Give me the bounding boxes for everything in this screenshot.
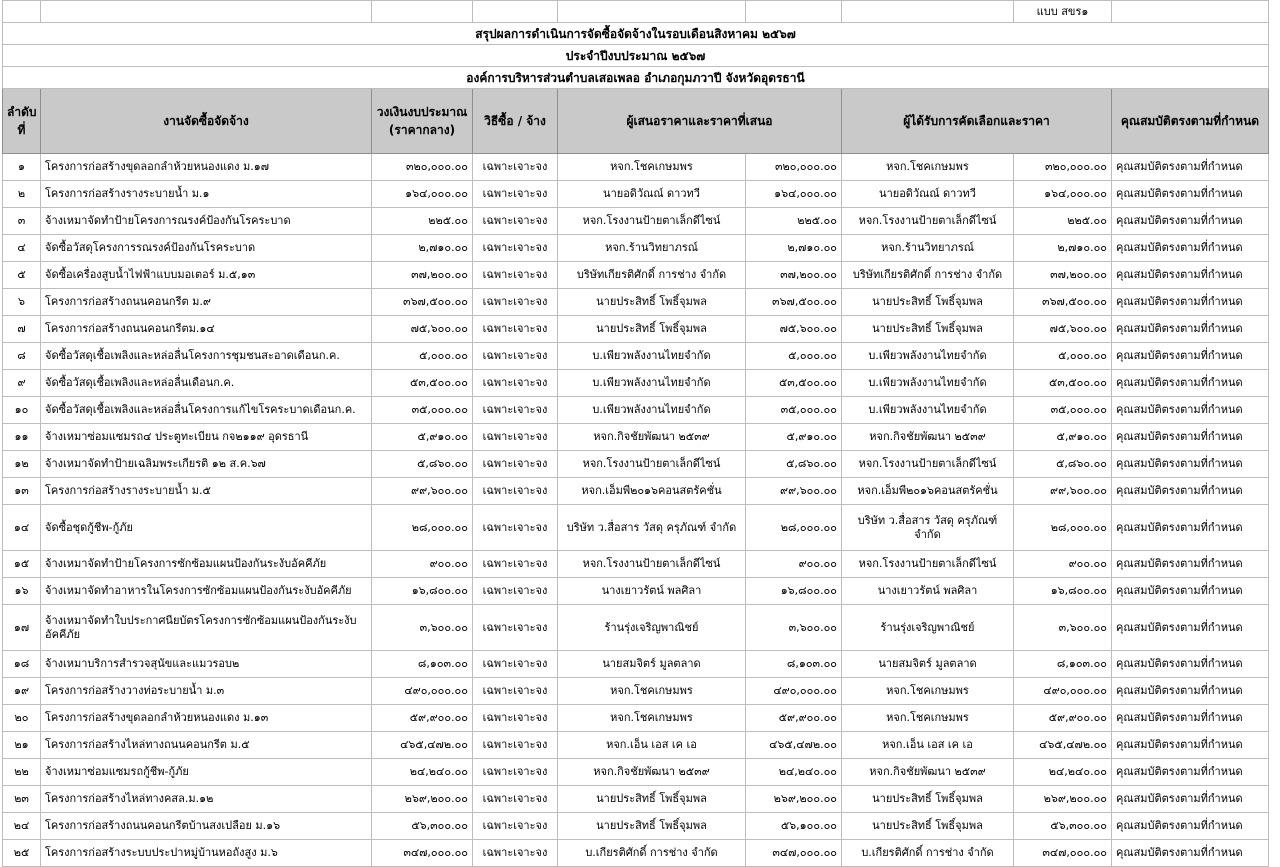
row-budget: ๕,๘๖๐.๐๐ xyxy=(372,451,473,478)
row-method: เฉพาะเจาะจง xyxy=(473,705,558,732)
row-no: ๒ xyxy=(3,181,41,208)
row-bid-price: ๘,๑๐๓.๐๐ xyxy=(746,651,842,678)
row-bid-price: ๔๖๕,๔๗๒.๐๐ xyxy=(746,732,842,759)
row-bid-price: ๑๖,๘๐๐.๐๐ xyxy=(746,578,842,605)
row-bidder: หจก.เอ็น เอส เค เอ xyxy=(558,732,746,759)
row-winner: บ.เพียวพลังงานไทยจำกัด xyxy=(842,397,1014,424)
row-method: เฉพาะเจาะจง xyxy=(473,235,558,262)
row-reason: คุณสมบัติตรงตามที่กำหนด xyxy=(1112,262,1269,289)
table-row xyxy=(3,370,1269,397)
row-bid-price: ๙๐๐.๐๐ xyxy=(746,551,842,578)
row-budget: ๒๒๕.๐๐ xyxy=(372,208,473,235)
row-winner: บ.เพียวพลังงานไทยจำกัด xyxy=(842,343,1014,370)
row-bidder: นายประสิทธิ์ โพธิ์จุมพล xyxy=(558,813,746,840)
row-bid-price: ๓๖๗,๕๐๐.๐๐ xyxy=(746,289,842,316)
row-bidder: นายประสิทธิ์ โพธิ์จุมพล xyxy=(558,786,746,813)
row-bid-price: ๓๔๗,๐๐๐.๐๐ xyxy=(746,840,842,867)
row-budget: ๔๙๐,๐๐๐.๐๐ xyxy=(372,678,473,705)
row-method: เฉพาะเจาะจง xyxy=(473,451,558,478)
row-winner: หจก.โรงงานป้ายตาเล็กดีไซน์ xyxy=(842,208,1014,235)
row-bid-price: ๒๖๙,๒๐๐.๐๐ xyxy=(746,786,842,813)
row-bidder: หจก.เอ็มพี๒๐๑๖คอนสตรัคชั่น xyxy=(558,478,746,505)
row-winner: หจก.โชคเกษมพร xyxy=(842,678,1014,705)
table-row xyxy=(3,813,1269,840)
row-method: เฉพาะเจาะจง xyxy=(473,651,558,678)
row-no: ๑ xyxy=(3,154,41,181)
row-winner: นางเยาวรัตน์ พลศิลา xyxy=(842,578,1014,605)
row-item: โครงการก่อสร้างขุดลอกลำห้วยหนองแดง ม.๑๗ xyxy=(41,154,372,181)
row-no: ๑๔ xyxy=(3,505,41,551)
row-reason: คุณสมบัติตรงตามที่กำหนด xyxy=(1112,786,1269,813)
row-no: ๑๗ xyxy=(3,605,41,651)
row-bid-price: ๕๖,๑๐๐.๐๐ xyxy=(746,813,842,840)
row-budget: ๘,๑๐๓.๐๐ xyxy=(372,651,473,678)
row-bidder: นายสมจิตร์ มูลตลาด xyxy=(558,651,746,678)
row-winner: นายประสิทธิ์ โพธิ์จุมพล xyxy=(842,316,1014,343)
row-no: ๒๑ xyxy=(3,732,41,759)
row-win-price: ๒๔,๒๔๐.๐๐ xyxy=(1014,759,1112,786)
row-winner: นายประสิทธิ์ โพธิ์จุมพล xyxy=(842,813,1014,840)
row-no: ๒๐ xyxy=(3,705,41,732)
row-winner: นายอดิวัณณ์ ดาวทวี xyxy=(842,181,1014,208)
row-item: จ้างเหมาบริการสำรวจสุนัขและแมวรอบ๒ xyxy=(41,651,372,678)
row-no: ๑๑ xyxy=(3,424,41,451)
row-reason: คุณสมบัติตรงตามที่กำหนด xyxy=(1112,370,1269,397)
row-method: เฉพาะเจาะจง xyxy=(473,208,558,235)
row-item: จ้างเหมาจัดทำป้ายโครงการณรงค์ป้องกันโรคระบาด xyxy=(41,208,372,235)
row-winner: หจก.โชคเกษมพร xyxy=(842,705,1014,732)
title-row-2 xyxy=(3,45,1269,67)
row-no: ๔ xyxy=(3,235,41,262)
row-reason: คุณสมบัติตรงตามที่กำหนด xyxy=(1112,705,1269,732)
row-win-price: ๒๘,๐๐๐.๐๐ xyxy=(1014,505,1112,551)
row-winner: หจก.เอ็น เอส เค เอ xyxy=(842,732,1014,759)
row-reason: คุณสมบัติตรงตามที่กำหนด xyxy=(1112,451,1269,478)
table-row xyxy=(3,705,1269,732)
row-reason: คุณสมบัติตรงตามที่กำหนด xyxy=(1112,289,1269,316)
row-item: โครงการก่อสร้างถนนคอนกรีตม.๑๔ xyxy=(41,316,372,343)
table-row xyxy=(3,786,1269,813)
header-method: วิธีซื้อ / จ้าง xyxy=(473,89,558,154)
row-bid-price: ๔๙๐,๐๐๐.๐๐ xyxy=(746,678,842,705)
row-bid-price: ๑๖๔,๐๐๐.๐๐ xyxy=(746,181,842,208)
row-no: ๕ xyxy=(3,262,41,289)
table-row xyxy=(3,424,1269,451)
row-winner: ร้านรุ่งเจริญพาณิชย์ xyxy=(842,605,1014,651)
row-no: ๗ xyxy=(3,316,41,343)
table-row xyxy=(3,235,1269,262)
row-no: ๒๓ xyxy=(3,786,41,813)
row-winner: นายประสิทธิ์ โพธิ์จุมพล xyxy=(842,289,1014,316)
row-bidder: ร้านรุ่งเจริญพาณิชย์ xyxy=(558,605,746,651)
row-item: โครงการก่อสร้างไหล่ทางถนนคอนกรีต ม.๕ xyxy=(41,732,372,759)
row-item: จ้างเหมาจัดทำอาหารในโครงการซักซ้อมแผนป้องกันระงับอัคคีภัย xyxy=(41,578,372,605)
row-bid-price: ๒๔,๒๔๐.๐๐ xyxy=(746,759,842,786)
row-method: เฉพาะเจาะจง xyxy=(473,786,558,813)
row-item: จ้างเหมาซ่อมแซมรถกู้ชีพ-กู้ภัย xyxy=(41,759,372,786)
row-win-price: ๒๒๕.๐๐ xyxy=(1014,208,1112,235)
row-item: โครงการก่อสร้างรางระบายน้ำ ม.๕ xyxy=(41,478,372,505)
row-bidder: หจก.ร้านวิทยาภรณ์ xyxy=(558,235,746,262)
row-budget: ๕๙,๙๐๐.๐๐ xyxy=(372,705,473,732)
row-budget: ๕๓,๕๐๐.๐๐ xyxy=(372,370,473,397)
row-win-price: ๙๐๐.๐๐ xyxy=(1014,551,1112,578)
header-no: ลำดับที่ xyxy=(3,89,41,154)
header-budget: วงเงินงบประมาณ (ราคากลาง) xyxy=(372,89,473,154)
row-budget: ๒,๗๑๐.๐๐ xyxy=(372,235,473,262)
row-bidder: บ.เพียวพลังงานไทยจำกัด xyxy=(558,370,746,397)
row-item: จ้างเหมาจัดทำใบประกาศนียบัตรโครงการซักซ้อมแผนป้องกันระงับอัคคีภัย xyxy=(41,605,372,651)
row-item: จัดซื้อวัสดุโครงการรณรงค์ป้องกันโรคระบาด xyxy=(41,235,372,262)
row-win-price: ๕๙,๙๐๐.๐๐ xyxy=(1014,705,1112,732)
row-winner: นายประสิทธิ์ โพธิ์จุมพล xyxy=(842,786,1014,813)
row-budget: ๗๕,๖๐๐.๐๐ xyxy=(372,316,473,343)
row-budget: ๕,๐๐๐.๐๐ xyxy=(372,343,473,370)
header-winner: ผู้ได้รับการคัดเลือกและราคา xyxy=(842,89,1112,154)
row-reason: คุณสมบัติตรงตามที่กำหนด xyxy=(1112,208,1269,235)
row-budget: ๓๔๗,๐๐๐.๐๐ xyxy=(372,840,473,867)
row-no: ๒๒ xyxy=(3,759,41,786)
row-item: โครงการก่อสร้างระบบประปาหมู่บ้านหอถังสูง ม.๖ xyxy=(41,840,372,867)
row-method: เฉพาะเจาะจง xyxy=(473,505,558,551)
table-row xyxy=(3,478,1269,505)
table-row xyxy=(3,451,1269,478)
row-win-price: ๒๖๙,๒๐๐.๐๐ xyxy=(1014,786,1112,813)
row-bid-price: ๓๗,๒๐๐.๐๐ xyxy=(746,262,842,289)
row-no: ๑๕ xyxy=(3,551,41,578)
table-row xyxy=(3,505,1269,551)
row-no: ๓ xyxy=(3,208,41,235)
row-reason: คุณสมบัติตรงตามที่กำหนด xyxy=(1112,678,1269,705)
row-reason: คุณสมบัติตรงตามที่กำหนด xyxy=(1112,505,1269,551)
row-bidder: หจก.โชคเกษมพร xyxy=(558,154,746,181)
row-reason: คุณสมบัติตรงตามที่กำหนด xyxy=(1112,316,1269,343)
row-win-price: ๕,๐๐๐.๐๐ xyxy=(1014,343,1112,370)
row-winner: หจก.ร้านวิทยาภรณ์ xyxy=(842,235,1014,262)
row-no: ๒๔ xyxy=(3,813,41,840)
header-reason: คุณสมบัติตรงตามที่กำหนด xyxy=(1112,89,1269,154)
row-reason: คุณสมบัติตรงตามที่กำหนด xyxy=(1112,605,1269,651)
row-no: ๑๒ xyxy=(3,451,41,478)
row-bid-price: ๕,๙๑๐.๐๐ xyxy=(746,424,842,451)
row-win-price: ๓๖๗,๕๐๐.๐๐ xyxy=(1014,289,1112,316)
row-reason: คุณสมบัติตรงตามที่กำหนด xyxy=(1112,181,1269,208)
row-item: จัดซื้อวัสดุเชื้อเพลิงและหล่อลื่นเดือนก.ค. xyxy=(41,370,372,397)
row-win-price: ๗๕,๖๐๐.๐๐ xyxy=(1014,316,1112,343)
row-method: เฉพาะเจาะจง xyxy=(473,478,558,505)
table-row xyxy=(3,551,1269,578)
row-item: โครงการก่อสร้างรางระบายน้ำ ม.๑ xyxy=(41,181,372,208)
row-budget: ๔๖๕,๔๗๒.๐๐ xyxy=(372,732,473,759)
row-reason: คุณสมบัติตรงตามที่กำหนด xyxy=(1112,343,1269,370)
table-row xyxy=(3,397,1269,424)
row-win-price: ๓๔๗,๐๐๐.๐๐ xyxy=(1014,840,1112,867)
row-method: เฉพาะเจาะจง xyxy=(473,678,558,705)
row-budget: ๕๖,๓๐๐.๐๐ xyxy=(372,813,473,840)
row-no: ๑๖ xyxy=(3,578,41,605)
row-win-price: ๓,๖๐๐.๐๐ xyxy=(1014,605,1112,651)
row-method: เฉพาะเจาะจง xyxy=(473,732,558,759)
organization: องค์การบริหารส่วนตำบลเสอเพลอ อำเภอกุมภวาปี จังหวัดอุดรธานี xyxy=(3,67,1269,89)
row-no: ๙ xyxy=(3,370,41,397)
row-budget: ๓๒๐,๐๐๐.๐๐ xyxy=(372,154,473,181)
row-budget: ๓๖๗,๕๐๐.๐๐ xyxy=(372,289,473,316)
table-row xyxy=(3,208,1269,235)
table-row xyxy=(3,154,1269,181)
row-win-price: ๓๕,๐๐๐.๐๐ xyxy=(1014,397,1112,424)
row-budget: ๕,๙๑๐.๐๐ xyxy=(372,424,473,451)
row-win-price: ๕๖,๓๐๐.๐๐ xyxy=(1014,813,1112,840)
row-bid-price: ๕,๐๐๐.๐๐ xyxy=(746,343,842,370)
row-item: จ้างเหมาจัดทำป้ายโครงการซักซ้อมแผนป้องกันระงับอัคคีภัย xyxy=(41,551,372,578)
title-row-3 xyxy=(3,67,1269,89)
table-row xyxy=(3,759,1269,786)
row-win-price: ๑๖๔,๐๐๐.๐๐ xyxy=(1014,181,1112,208)
row-reason: คุณสมบัติตรงตามที่กำหนด xyxy=(1112,578,1269,605)
row-item: จัดซื้อวัสดุเชื้อเพลิงและหล่อลื่นโครงการชุมชนสะอาดเดือนก.ค. xyxy=(41,343,372,370)
row-win-price: ๕,๘๖๐.๐๐ xyxy=(1014,451,1112,478)
row-method: เฉพาะเจาะจง xyxy=(473,316,558,343)
row-item: จัดซื้อเครื่องสูบน้ำไฟฟ้าแบบมอเตอร์ ม.๕,๑๓ xyxy=(41,262,372,289)
table-row xyxy=(3,678,1269,705)
row-reason: คุณสมบัติตรงตามที่กำหนด xyxy=(1112,154,1269,181)
row-win-price: ๒,๗๑๐.๐๐ xyxy=(1014,235,1112,262)
row-reason: คุณสมบัติตรงตามที่กำหนด xyxy=(1112,478,1269,505)
row-reason: คุณสมบัติตรงตามที่กำหนด xyxy=(1112,397,1269,424)
row-method: เฉพาะเจาะจง xyxy=(473,759,558,786)
row-no: ๘ xyxy=(3,343,41,370)
row-winner: หจก.เอ็มพี๒๐๑๖คอนสตรัคชั่น xyxy=(842,478,1014,505)
row-no: ๖ xyxy=(3,289,41,316)
row-winner: หจก.โรงงานป้ายตาเล็กดีไซน์ xyxy=(842,451,1014,478)
row-winner: นายสมจิตร์ มูลตลาด xyxy=(842,651,1014,678)
row-item: โครงการก่อสร้างไหล่ทางคสล.ม.๑๒ xyxy=(41,786,372,813)
report-title: สรุปผลการดำเนินการจัดซื้อจัดจ้างในรอบเดือนสิงหาคม ๒๕๖๗ xyxy=(3,23,1269,45)
row-budget: ๙๐๐.๐๐ xyxy=(372,551,473,578)
title-row-1 xyxy=(3,23,1269,45)
row-bidder: บริษัท ว.สื่อสาร วัสดุ ครุภัณฑ์ จำกัด xyxy=(558,505,746,551)
row-method: เฉพาะเจาะจง xyxy=(473,289,558,316)
row-reason: คุณสมบัติตรงตามที่กำหนด xyxy=(1112,424,1269,451)
row-item: จัดซื้อชุดกู้ชีพ-กู้ภัย xyxy=(41,505,372,551)
row-bidder: นายประสิทธิ์ โพธิ์จุมพล xyxy=(558,316,746,343)
table-row xyxy=(3,578,1269,605)
row-winner: หจก.โชคเกษมพร xyxy=(842,154,1014,181)
table-row xyxy=(3,262,1269,289)
row-budget: ๒๖๙,๒๐๐.๐๐ xyxy=(372,786,473,813)
row-bidder: หจก.โรงงานป้ายตาเล็กดีไซน์ xyxy=(558,208,746,235)
row-item: จัดซื้อวัสดุเชื้อเพลิงและหล่อลื่นโครงการแก้ไขโรคระบาดเดือนก.ค. xyxy=(41,397,372,424)
table-row xyxy=(3,289,1269,316)
row-winner: หจก.กิจชัยพัฒนา ๒๕๓๙ xyxy=(842,424,1014,451)
row-winner: บ.เพียวพลังงานไทยจำกัด xyxy=(842,370,1014,397)
row-budget: ๓๗,๒๐๐.๐๐ xyxy=(372,262,473,289)
table-row xyxy=(3,316,1269,343)
row-method: เฉพาะเจาะจง xyxy=(473,840,558,867)
row-winner: หจก.โรงงานป้ายตาเล็กดีไซน์ xyxy=(842,551,1014,578)
row-no: ๑๙ xyxy=(3,678,41,705)
header-row xyxy=(3,89,1269,154)
row-method: เฉพาะเจาะจง xyxy=(473,551,558,578)
row-win-price: ๔๖๕,๔๗๒.๐๐ xyxy=(1014,732,1112,759)
row-method: เฉพาะเจาะจง xyxy=(473,181,558,208)
fiscal-year: ประจำปีงบประมาณ ๒๕๖๗ xyxy=(3,45,1269,67)
row-winner: หจก.กิจชัยพัฒนา ๒๕๓๙ xyxy=(842,759,1014,786)
row-method: เฉพาะเจาะจง xyxy=(473,154,558,181)
header-item: งานจัดซื้อจัดจ้าง xyxy=(41,89,372,154)
row-item: โครงการก่อสร้างถนนคอนกรีตบ้านสงเปลือย ม.๑๖ xyxy=(41,813,372,840)
row-reason: คุณสมบัติตรงตามที่กำหนด xyxy=(1112,813,1269,840)
table-row xyxy=(3,605,1269,651)
table-row xyxy=(3,343,1269,370)
row-bidder: หจก.โรงงานป้ายตาเล็กดีไซน์ xyxy=(558,551,746,578)
row-method: เฉพาะเจาะจง xyxy=(473,424,558,451)
procurement-table xyxy=(2,0,1269,867)
row-no: ๑๐ xyxy=(3,397,41,424)
row-bid-price: ๒๒๕.๐๐ xyxy=(746,208,842,235)
row-bid-price: ๒๘,๐๐๐.๐๐ xyxy=(746,505,842,551)
row-win-price: ๑๖,๘๐๐.๐๐ xyxy=(1014,578,1112,605)
row-bid-price: ๓๕,๐๐๐.๐๐ xyxy=(746,397,842,424)
row-bidder: บ.เพียวพลังงานไทยจำกัด xyxy=(558,397,746,424)
row-winner: บริษัทเกียรติศักดิ์ การช่าง จำกัด xyxy=(842,262,1014,289)
row-budget: ๙๙,๖๐๐.๐๐ xyxy=(372,478,473,505)
form-code: แบบ สขร๑ xyxy=(1014,1,1112,23)
row-bid-price: ๗๕,๖๐๐.๐๐ xyxy=(746,316,842,343)
row-win-price: ๔๙๐,๐๐๐.๐๐ xyxy=(1014,678,1112,705)
row-winner: บ.เกียรติศักดิ์ การช่าง จำกัด xyxy=(842,840,1014,867)
row-reason: คุณสมบัติตรงตามที่กำหนด xyxy=(1112,235,1269,262)
row-reason: คุณสมบัติตรงตามที่กำหนด xyxy=(1112,651,1269,678)
row-method: เฉพาะเจาะจง xyxy=(473,813,558,840)
row-no: ๑๘ xyxy=(3,651,41,678)
row-bidder: นางเยาวรัตน์ พลศิลา xyxy=(558,578,746,605)
row-reason: คุณสมบัติตรงตามที่กำหนด xyxy=(1112,732,1269,759)
row-win-price: ๓๗,๒๐๐.๐๐ xyxy=(1014,262,1112,289)
row-win-price: ๕,๙๑๐.๐๐ xyxy=(1014,424,1112,451)
row-budget: ๒๘,๐๐๐.๐๐ xyxy=(372,505,473,551)
row-bid-price: ๒,๗๑๐.๐๐ xyxy=(746,235,842,262)
row-bidder: หจก.โรงงานป้ายตาเล็กดีไซน์ xyxy=(558,451,746,478)
row-budget: ๓,๖๐๐.๐๐ xyxy=(372,605,473,651)
row-win-price: ๘,๑๐๓.๐๐ xyxy=(1014,651,1112,678)
row-method: เฉพาะเจาะจง xyxy=(473,262,558,289)
row-winner: บริษัท ว.สื่อสาร วัสดุ ครุภัณฑ์ จำกัด xyxy=(842,505,1014,551)
row-bidder: บ.เพียวพลังงานไทยจำกัด xyxy=(558,343,746,370)
row-bidder: หจก.โชคเกษมพร xyxy=(558,678,746,705)
row-method: เฉพาะเจาะจง xyxy=(473,397,558,424)
form-code-row xyxy=(3,1,1269,23)
table-row xyxy=(3,181,1269,208)
row-win-price: ๙๙,๖๐๐.๐๐ xyxy=(1014,478,1112,505)
row-item: โครงการก่อสร้างถนนคอนกรีต ม.๙ xyxy=(41,289,372,316)
row-method: เฉพาะเจาะจง xyxy=(473,343,558,370)
row-no: ๑๓ xyxy=(3,478,41,505)
row-bidder: หจก.โชคเกษมพร xyxy=(558,705,746,732)
row-bidder: บริษัทเกียรติศักดิ์ การช่าง จำกัด xyxy=(558,262,746,289)
row-bid-price: ๙๙,๖๐๐.๐๐ xyxy=(746,478,842,505)
table-row xyxy=(3,840,1269,867)
row-reason: คุณสมบัติตรงตามที่กำหนด xyxy=(1112,551,1269,578)
row-item: จ้างเหมาซ่อมแซมรถ๔ ประตูทะเบียน กจ๒๑๑๙ อุดรธานี xyxy=(41,424,372,451)
row-budget: ๓๕,๐๐๐.๐๐ xyxy=(372,397,473,424)
row-bidder: นายอดิวัณณ์ ดาวทวี xyxy=(558,181,746,208)
row-method: เฉพาะเจาะจง xyxy=(473,578,558,605)
row-bid-price: ๓๒๐,๐๐๐.๐๐ xyxy=(746,154,842,181)
row-no: ๒๕ xyxy=(3,840,41,867)
row-item: จ้างเหมาจัดทำป้ายเฉลิมพระเกียรติ ๑๒ ส.ค.๖๗ xyxy=(41,451,372,478)
row-budget: ๒๔,๒๔๐.๐๐ xyxy=(372,759,473,786)
row-budget: ๑๖,๘๐๐.๐๐ xyxy=(372,578,473,605)
row-bidder: บ.เกียรติศักดิ์ การช่าง จำกัด xyxy=(558,840,746,867)
row-bid-price: ๕๓,๕๐๐.๐๐ xyxy=(746,370,842,397)
row-bid-price: ๕๙,๙๐๐.๐๐ xyxy=(746,705,842,732)
row-reason: คุณสมบัติตรงตามที่กำหนด xyxy=(1112,759,1269,786)
row-win-price: ๕๓,๕๐๐.๐๐ xyxy=(1014,370,1112,397)
row-bidder: หจก.กิจชัยพัฒนา ๒๕๓๙ xyxy=(558,424,746,451)
row-item: โครงการก่อสร้างขุดลอกลำห้วยหนองแดง ม.๑๓ xyxy=(41,705,372,732)
table-row xyxy=(3,732,1269,759)
row-bidder: หจก.กิจชัยพัฒนา ๒๕๓๙ xyxy=(558,759,746,786)
row-method: เฉพาะเจาะจง xyxy=(473,605,558,651)
row-item: โครงการก่อสร้างวางท่อระบายน้ำ ม.๓ xyxy=(41,678,372,705)
row-reason: คุณสมบัติตรงตามที่กำหนด xyxy=(1112,840,1269,867)
table-row xyxy=(3,651,1269,678)
row-win-price: ๓๒๐,๐๐๐.๐๐ xyxy=(1014,154,1112,181)
row-bid-price: ๓,๖๐๐.๐๐ xyxy=(746,605,842,651)
header-bidders: ผู้เสนอราคาและราคาที่เสนอ xyxy=(558,89,842,154)
row-bidder: นายประสิทธิ์ โพธิ์จุมพล xyxy=(558,289,746,316)
row-method: เฉพาะเจาะจง xyxy=(473,370,558,397)
row-budget: ๑๖๔,๐๐๐.๐๐ xyxy=(372,181,473,208)
row-bid-price: ๕,๘๖๐.๐๐ xyxy=(746,451,842,478)
